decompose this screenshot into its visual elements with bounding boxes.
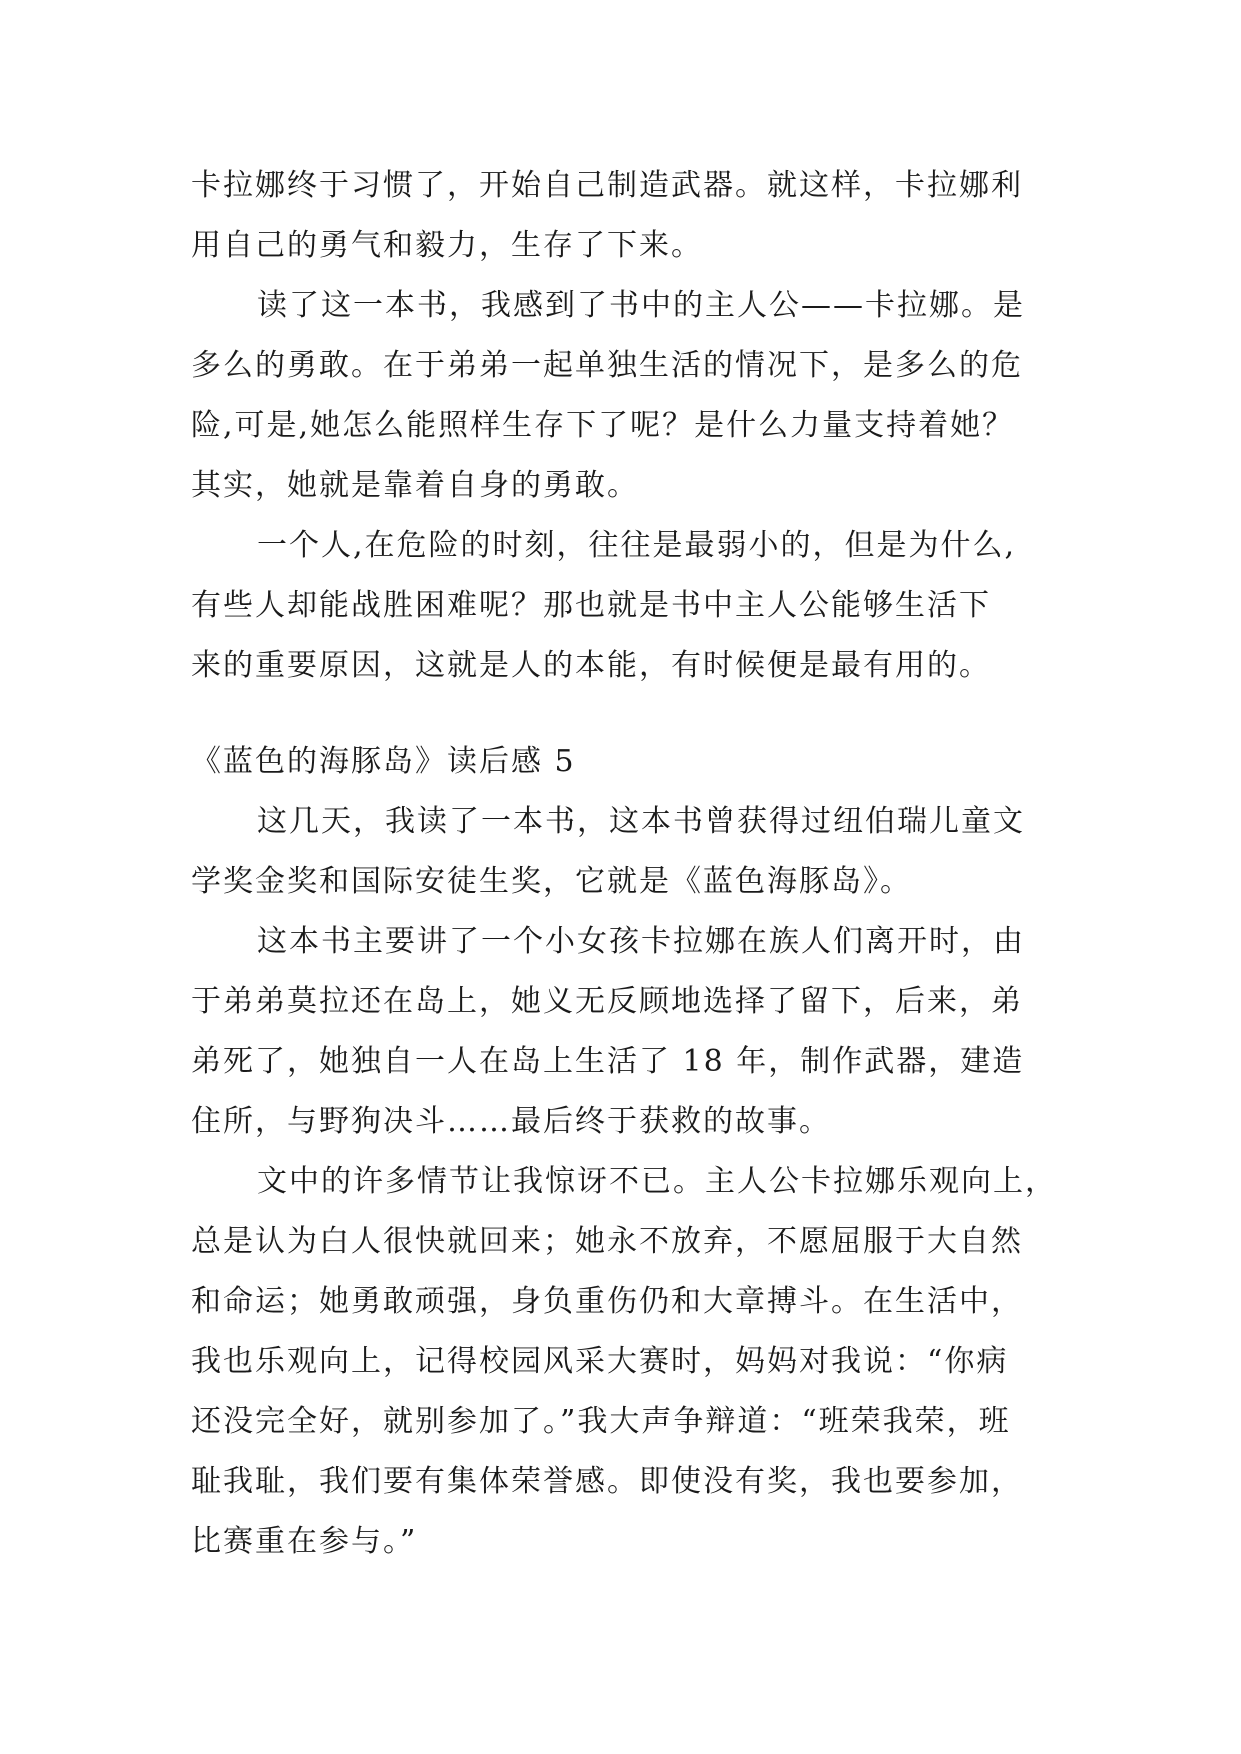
paragraph-book-intro [191, 792, 1071, 912]
text-line: 有些人却能战胜困难呢？那也就是书中主人公能够生活下 [191, 588, 991, 623]
text-line: 险,可是,她怎么能照样生存下了呢？是什么力量支持着她？ [191, 408, 1015, 443]
text-line: 学奖金奖和国际安徒生奖，它就是《蓝色海豚岛》。 [191, 864, 912, 899]
paragraph-reflection [191, 276, 1071, 516]
text-line: 文中的许多情节让我惊讶不已。主人公卡拉娜乐观向上， [257, 1164, 1057, 1199]
text-line: 一个人,在危险的时刻，往往是最弱小的，但是为什么, [257, 528, 1017, 563]
text-line: 来的重要原因，这就是人的本能，有时候便是最有用的。 [191, 648, 991, 683]
section-title: 《蓝色的海豚岛》读后感 5 [191, 744, 576, 779]
text-line: 还没完全好，就别参加了。”我大声争辩道：“班荣我荣，班 [191, 1404, 1011, 1439]
section-spacer [191, 696, 1071, 732]
text-line: 耻我耻，我们要有集体荣誉感。即使没有奖，我也要参加， [191, 1464, 1023, 1499]
paragraph-intro [191, 156, 1071, 276]
text-line: 这本书主要讲了一个小女孩卡拉娜在族人们离开时，由 [257, 924, 1025, 959]
text-line: 这几天，我读了一本书，这本书曾获得过纽伯瑞儿童文 [257, 804, 1025, 839]
text-line: 我也乐观向上，记得校园风采大赛时，妈妈对我说：“你病 [191, 1344, 1009, 1379]
text-line: 读了这一本书，我感到了书中的主人公——卡拉娜。是 [257, 288, 1025, 323]
paragraph-summary [191, 912, 1071, 1152]
text-line: 比赛重在参与。” [191, 1524, 418, 1559]
paragraph-personal [191, 1152, 1071, 1572]
text-line: 其实，她就是靠着自身的勇敢。 [191, 468, 639, 503]
text-line: 用自己的勇气和毅力，生存了下来。 [191, 228, 703, 263]
paragraph-instinct [191, 516, 1071, 696]
text-line: 于弟弟莫拉还在岛上，她义无反顾地选择了留下，后来，弟 [191, 984, 1023, 1019]
text-line: 和命运；她勇敢顽强，身负重伤仍和大章搏斗。在生活中， [191, 1284, 1023, 1319]
text-line: 弟死了，她独自一人在岛上生活了 18 年，制作武器，建造 [191, 1044, 1025, 1079]
text-line: 卡拉娜终于习惯了，开始自己制造武器。就这样，卡拉娜利 [191, 168, 1023, 203]
text-line: 总是认为白人很快就回来；她永不放弃，不愿屈服于大自然 [191, 1224, 1023, 1259]
text-line: 住所，与野狗决斗……最后终于获救的故事。 [191, 1104, 831, 1139]
text-line: 多么的勇敢。在于弟弟一起单独生活的情况下，是多么的危 [191, 348, 1023, 383]
document-body [191, 156, 1071, 1572]
